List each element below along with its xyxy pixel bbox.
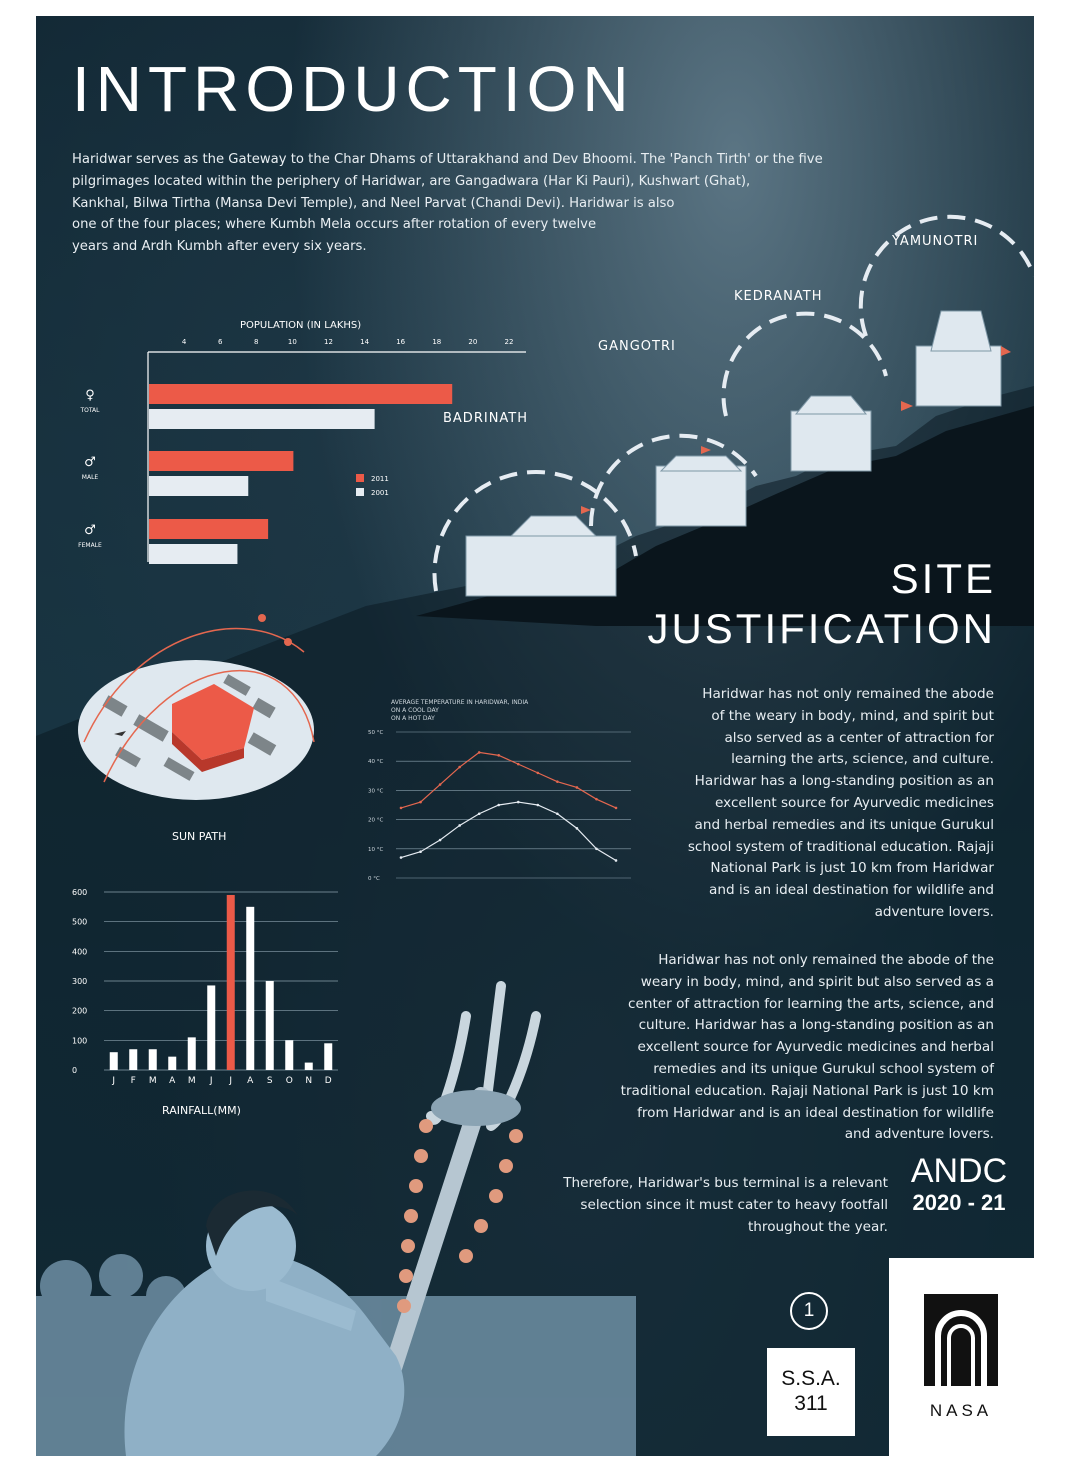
site-paragraph-line: Haridwar has not only remained the abode: [702, 686, 994, 702]
sun-path-label: SUN PATH: [172, 830, 227, 843]
site-paragraph-line: Haridwar has a long-standing position as an: [694, 773, 994, 790]
site-paragraph-line: excellent source for Ayurvedic medicines and herbal: [637, 1039, 994, 1056]
temperature-title: AVERAGE TEMPERATURE IN HARIDWAR, INDIA: [391, 699, 529, 706]
site-paragraph-line: excellent source for Ayurvedic medicines: [715, 794, 994, 811]
course-code-line2: 311: [794, 1392, 828, 1415]
temperature-point: [458, 766, 461, 769]
population-tick-label: 16: [396, 338, 406, 346]
temperature-point: [595, 848, 598, 851]
site-paragraph-line: from Haridwar and is an ideal destination for wildlife: [637, 1104, 994, 1121]
legend-swatch: [356, 474, 364, 482]
site-paragraph-line: and herbal remedies and its unique Gurukul: [694, 816, 994, 833]
nasa-logo-text: NASA: [929, 1401, 993, 1420]
site-paragraph-line: and adventure lovers.: [844, 1126, 994, 1143]
rainfall-month-label: D: [324, 1076, 332, 1086]
population-title: POPULATION (IN LAKHS): [240, 320, 362, 331]
sadhu-trident-illustration: [36, 956, 636, 1456]
person-icon: ♀: [85, 388, 95, 403]
population-bar-2011: [149, 451, 293, 471]
rainfall-month-label: O: [285, 1076, 293, 1086]
temperature-tick-label: 20 °C: [368, 817, 384, 824]
temperature-tick-label: 30 °C: [368, 788, 384, 795]
rainfall-tick-label: 300: [72, 977, 88, 986]
site-paragraph-line: also served as a center of attraction for: [724, 729, 994, 746]
temperature-legend-hot: ON A HOT DAY: [391, 715, 435, 722]
temperature-point: [419, 850, 422, 853]
andc-label: ANDC: [910, 1152, 1008, 1190]
temperature-point: [615, 859, 618, 862]
site-paragraph-line: traditional education. Rajaji National Park is just 10 km: [620, 1082, 994, 1099]
nasa-logo-icon: [924, 1294, 998, 1386]
temperature-point: [517, 763, 520, 766]
population-tick-label: 8: [254, 338, 259, 346]
site-paragraph-line: of the weary in body, mind, and spirit but: [711, 707, 994, 724]
rainfall-tick-label: 500: [72, 917, 88, 927]
population-group-label: TOTAL: [80, 407, 100, 414]
temperature-point: [400, 807, 403, 810]
population-bar-2001: [149, 409, 375, 429]
rainfall-tick-label: 200: [72, 1006, 88, 1016]
legend-swatch: [356, 488, 364, 496]
population-bar-2011: [149, 519, 268, 539]
population-bar-2001: [149, 544, 237, 564]
intro-line: one of the four places; where Kumbh Mela occurs after rotation of every twelve: [72, 217, 597, 233]
temperature-point: [517, 801, 520, 804]
site-paragraph-line: school system of traditional education. Rajaji: [687, 838, 994, 855]
rainfall-tick-label: 600: [72, 888, 88, 897]
temperature-point: [537, 804, 540, 807]
intro-line: pilgrimages located within the periphery of Haridwar, are Gangadwara (Har Ki Pauri), Kushwart (Ghat),: [72, 173, 751, 189]
temperature-tick-label: 10 °C: [368, 846, 384, 853]
population-group-label: MALE: [81, 474, 99, 481]
intro-line: years and Ardh Kumbh after every six years.: [72, 239, 367, 255]
label-gangotri: GANGOTRI: [598, 339, 676, 354]
rainfall-month-label: F: [130, 1076, 136, 1086]
rainfall-tick-label: 100: [72, 1036, 88, 1046]
course-code-box: [767, 1348, 855, 1436]
site-paragraph-line: selection since it must cater to heavy footfall: [580, 1196, 888, 1213]
site-paragraph-line: culture. Haridwar has a long-standing position as an: [638, 1017, 994, 1034]
population-tick-label: 6: [217, 338, 223, 346]
site-paragraph-1: [688, 684, 994, 924]
population-tick-label: 14: [360, 338, 370, 346]
population-tick-label: 18: [432, 338, 442, 346]
temperature-point: [439, 839, 442, 842]
course-code-line1: S.S.A.: [781, 1367, 841, 1390]
temperature-tick-label: 0 °C: [368, 876, 380, 882]
label-badrinath: BADRINATH: [443, 411, 529, 426]
poster-background: [36, 16, 1034, 1456]
population-tick-label: 4: [181, 338, 187, 346]
temperature-point: [458, 824, 461, 827]
intro-title: INTRODUCTION: [72, 53, 635, 125]
site-title: [647, 554, 996, 654]
temperature-point: [556, 780, 559, 783]
andc-badge: [904, 1152, 1014, 1216]
site-paragraph-line: National Park is just 10 km from Haridwar: [710, 860, 994, 877]
label-kedranath: KEDRANATH: [734, 289, 823, 304]
site-paragraph-line: weary in body, mind, and spirit but also served as a: [640, 973, 994, 990]
temperature-point: [478, 751, 481, 754]
site-paragraph-line: throughout the year.: [747, 1218, 888, 1235]
temperature-point: [419, 801, 422, 804]
rainfall-month-label: A: [169, 1076, 176, 1086]
temperature-legend-cool: ON A COOL DAY: [391, 707, 439, 714]
intro-line: Kankhal, Bilwa Tirtha (Mansa Devi Temple), and Neel Parvat (Chandi Devi). Haridwar is also: [72, 195, 675, 211]
population-tick-label: 12: [324, 338, 333, 346]
person-icon: ♂: [84, 455, 96, 470]
site-paragraph-line: adventure lovers.: [874, 903, 994, 920]
temperature-line-cool: [401, 802, 616, 860]
rainfall-month-label: M: [187, 1076, 196, 1086]
sun-path-diagram: [74, 612, 324, 812]
site-title-line2: JUSTIFICATION: [647, 605, 996, 652]
temperature-tick-label: 50 °C: [368, 730, 384, 736]
temperature-point: [439, 783, 442, 786]
rainfall-month-label: N: [305, 1076, 313, 1086]
site-paragraph-2: [621, 950, 994, 1146]
temperature-tick-label: 40 °C: [368, 759, 384, 766]
temperature-point: [497, 754, 500, 757]
population-bar-2011: [149, 384, 452, 404]
rainfall-label: RAINFALL(MM): [162, 1104, 241, 1117]
site-paragraph-line: learning the arts, science, and culture.: [731, 751, 994, 768]
rainfall-tick-label: 400: [72, 947, 88, 957]
rainfall-month-label: J: [112, 1076, 116, 1086]
intro-line: Haridwar serves as the Gateway to the Char Dhams of Uttarakhand and Dev Bhoomi. The 'Panch Tirth' or the five: [72, 152, 823, 167]
site-paragraph-line: center of attraction for learning the arts, science, and: [628, 995, 994, 1012]
rainfall-tick-label: 0: [72, 1066, 78, 1075]
temperature-point: [595, 798, 598, 801]
rainfall-month-label: J: [209, 1076, 213, 1086]
rainfall-month-label: J: [229, 1076, 233, 1086]
population-tick-label: 20: [468, 338, 478, 346]
site-paragraph-line: remedies and its unique Gurukul school system of: [653, 1060, 994, 1077]
population-tick-label: 22: [504, 338, 514, 346]
person-icon: ♂: [84, 523, 96, 538]
site-paragraph-line: and is an ideal destination for wildlife and: [709, 882, 994, 899]
site-paragraph-line: Haridwar has not only remained the abode of the: [658, 952, 994, 968]
legend-label: 2001: [371, 489, 389, 497]
rainfall-month-label: M: [148, 1076, 157, 1086]
temperature-point: [537, 772, 540, 775]
population-bar-2001: [149, 476, 248, 496]
temperature-point: [400, 856, 403, 859]
temperature-line-hot: [401, 752, 616, 807]
rainfall-month-label: A: [247, 1076, 254, 1086]
rainfall-month-label: S: [266, 1076, 273, 1086]
legend-label: 2011: [371, 475, 389, 483]
temperature-point: [576, 827, 579, 830]
population-tick-label: 10: [287, 338, 297, 346]
page-number: 1: [790, 1292, 828, 1330]
temperature-point: [556, 812, 559, 815]
temperature-point: [478, 812, 481, 815]
population-group-label: FEMALE: [78, 542, 102, 549]
temperature-chart: [366, 722, 636, 882]
population-chart: [66, 334, 514, 564]
site-title-line1: SITE: [890, 555, 996, 602]
temperature-point: [497, 804, 500, 807]
temperature-point: [576, 786, 579, 789]
temperature-point: [615, 807, 618, 810]
andc-year: 2020 - 21: [912, 1190, 1006, 1215]
site-paragraph-line: Therefore, Haridwar's bus terminal is a relevant: [563, 1175, 888, 1191]
label-yamunotri: YAMUNOTRI: [892, 234, 979, 249]
